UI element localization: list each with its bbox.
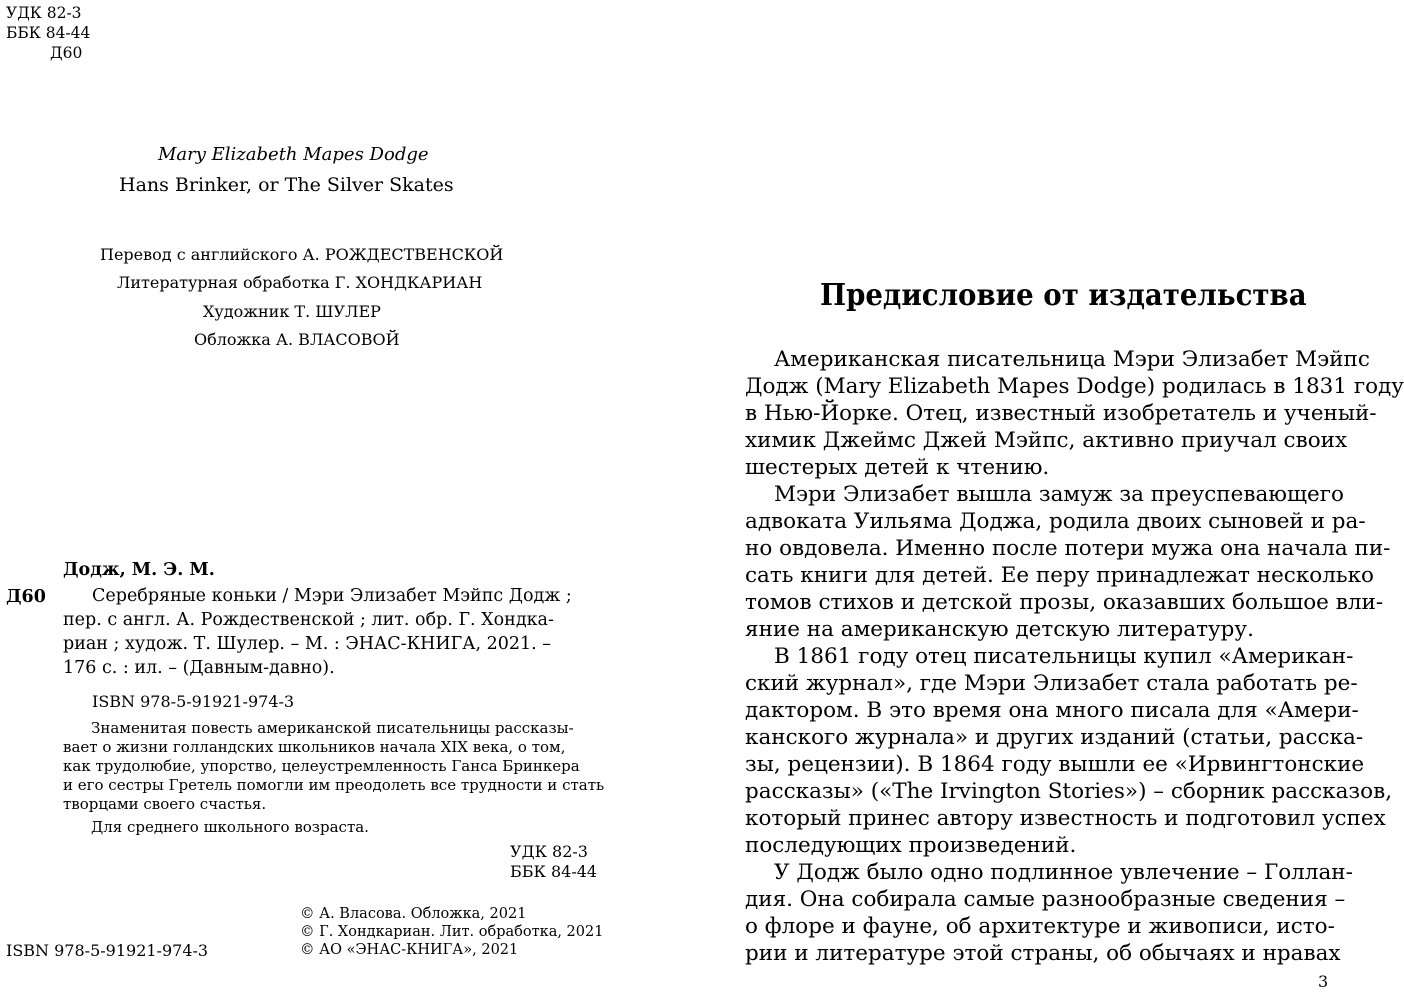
bbk-bottom: ББК 84-44 [510,862,598,881]
isbn-bottom: ISBN 978-5-91921-974-3 [6,941,209,960]
body-line: шестерых детей к чтению. [745,455,1050,480]
credit-illustrator: Художник Т. ШУЛЕР [203,302,381,321]
author-mark-top: Д60 [50,44,83,62]
body-line: Американская писательница Мэри Элизабет Мэйпс [774,347,1370,372]
body-line: ский журнал», где Мэри Элизабет стала работать ре- [745,671,1358,696]
catalog-line: 176 с. : ил. – (Давным-давно). [63,658,335,678]
catalog-code: Д60 [6,587,46,607]
title-english: Hans Brinker, or The Silver Skates [119,174,454,196]
body-line: томов стихов и детской прозы, оказавших большое вли- [745,590,1384,615]
credit-translation: Перевод с английского А. РОЖДЕСТВЕНСКОЙ [100,245,504,264]
age-note: Для среднего школьного возраста. [91,818,369,836]
catalog-line: пер. с англ. А. Рождественской ; лит. обр. Г. Хондка- [63,610,554,630]
body-line: но овдовела. Именно после потери мужа она начала пи- [745,536,1391,561]
body-line: яние на американскую детскую литературу. [745,617,1254,642]
body-line: последующих произведений. [745,833,1077,858]
body-line: дактором. В это время она много писала для «Амери- [745,698,1359,723]
body-line: адвоката Уильяма Доджа, родила двоих сыновей и ра- [745,509,1366,534]
copyright-line: © АО «ЭНАС-КНИГА», 2021 [300,942,519,958]
annotation-line: и его сестры Гретель помогли им преодолеть все трудности и стать [63,776,605,794]
author-english: Mary Elizabeth Mapes Dodge [158,144,429,165]
preface-heading: Предисловие от издательства [820,278,1307,313]
body-line: У Додж было одно подлинное увлечение – Голлан- [774,860,1353,885]
body-line: В 1861 году отец писательницы купил «Американ- [774,644,1354,669]
udk-bottom: УДК 82-3 [510,842,588,861]
body-line: рассказы» («The Irvington Stories») – сборник рассказов, [745,779,1393,804]
body-line: в Нью-Йорке. Отец, известный изобретатель и ученый- [745,401,1377,426]
annotation-line: творцами своего счастья. [63,795,267,813]
annotation-line: вает о жизни голландских школьников начала XIX века, о том, [63,738,566,756]
credit-literary: Литературная обработка Г. ХОНДКАРИАН [117,273,483,292]
body-line: канского журнала» и других изданий (статьи, расска- [745,725,1364,750]
body-line: рии и литературе этой страны, об обычаях и нравах [745,941,1341,966]
catalog-author: Додж, М. Э. М. [63,560,215,580]
copyright-line: © Г. Хондкариан. Лит. обработка, 2021 [300,924,604,940]
body-line: зы, рецензии). В 1864 году вышли ее «Ирвингтонские [745,752,1365,777]
credit-cover: Обложка А. ВЛАСОВОЙ [194,330,400,349]
catalog-line: риан ; худож. Т. Шулер. – М. : ЭНАС-КНИГА, 2021. – [63,634,552,654]
catalog-line: Серебряные коньки / Мэри Элизабет Мэйпс Додж ; [92,586,572,606]
isbn-catalog: ISBN 978-5-91921-974-3 [92,692,295,711]
body-line: о флоре и фауне, об архитектуре и живописи, исто- [745,914,1335,939]
udk-top: УДК 82-3 [6,4,82,22]
copyright-line: © А. Власова. Обложка, 2021 [300,906,527,922]
bbk-top: ББК 84-44 [6,24,91,42]
body-line: Додж (Mary Elizabeth Mapes Dodge) родилась в 1831 году [745,374,1404,399]
body-line: дия. Она собирала самые разнообразные сведения – [745,887,1346,912]
annotation-line: как трудолюбие, упорство, целеустремленность Ганса Бринкера [63,757,580,775]
annotation-line: Знаменитая повесть американской писательницы рассказы- [91,719,574,737]
body-line: химик Джеймс Джей Мэйпс, активно приучал своих [745,428,1348,453]
body-line: сать книги для детей. Ее перу принадлежат несколько [745,563,1374,588]
body-line: который принес автору известность и подготовил успех [745,806,1386,831]
body-line: Мэри Элизабет вышла замуж за преуспевающего [774,482,1344,507]
page-number: 3 [1318,972,1329,991]
